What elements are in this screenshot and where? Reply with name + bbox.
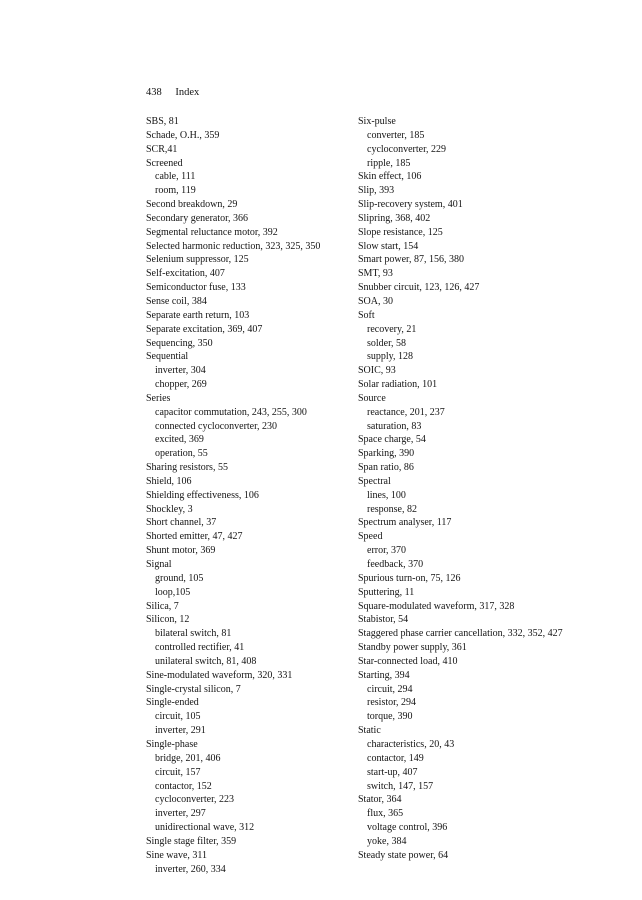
index-entry: SOA, 30 bbox=[358, 295, 394, 307]
index-entry: Shockley, 3 bbox=[146, 503, 193, 515]
index-entry: Slipring, 368, 402 bbox=[358, 212, 431, 224]
index-entry: Static bbox=[358, 725, 381, 737]
index-column-right bbox=[358, 115, 573, 863]
index-entry: Stabistor, 54 bbox=[358, 614, 409, 626]
page-number: 438 bbox=[146, 87, 162, 98]
index-entry: SMT, 93 bbox=[358, 268, 393, 280]
index-entry: Skin effect, 106 bbox=[358, 171, 422, 183]
index-subentry: inverter, 291 bbox=[155, 725, 206, 737]
index-subentry: inverter, 297 bbox=[155, 808, 206, 820]
index-entry: Sine-modulated waveform, 320, 331 bbox=[146, 669, 293, 681]
index-entry: Series bbox=[146, 392, 171, 404]
index-subentry: cycloconverter, 229 bbox=[367, 143, 447, 155]
index-entry: Short channel, 37 bbox=[146, 517, 217, 529]
index-entry: Snubber circuit, 123, 126, 427 bbox=[358, 282, 480, 294]
running-title: Index bbox=[175, 87, 200, 98]
index-entry: Staggered phase carrier cancellation, 332, 352, 427 bbox=[358, 628, 563, 640]
index-entry: Stator, 364 bbox=[358, 794, 402, 806]
index-subentry: bilateral switch, 81 bbox=[155, 628, 232, 640]
index-entry: Speed bbox=[358, 531, 383, 543]
index-subentry: contactor, 149 bbox=[367, 752, 424, 764]
index-subentry: response, 82 bbox=[367, 503, 417, 515]
index-entry: SBS, 81 bbox=[146, 116, 179, 127]
index-subentry: controlled rectifier, 41 bbox=[155, 642, 245, 654]
index-subentry: ground, 105 bbox=[155, 572, 204, 584]
page-header bbox=[146, 86, 199, 99]
index-subentry: unilateral switch, 81, 408 bbox=[155, 655, 257, 667]
index-entry: Semiconductor fuse, 133 bbox=[146, 282, 246, 294]
index-entry: Single-ended bbox=[146, 697, 199, 709]
index-entry: Single stage filter, 359 bbox=[146, 835, 237, 847]
index-entry: SOIC, 93 bbox=[358, 365, 396, 377]
index-subentry: yoke, 384 bbox=[367, 835, 407, 847]
index-entry: Shunt motor, 369 bbox=[146, 545, 216, 557]
index-subentry: contactor, 152 bbox=[155, 780, 212, 792]
index-entry: Selected harmonic reduction, 323, 325, 350 bbox=[146, 240, 321, 252]
index-entry: Shielding effectiveness, 106 bbox=[146, 489, 259, 501]
index-subentry: saturation, 83 bbox=[367, 420, 422, 432]
index-entry: Standby power supply, 361 bbox=[358, 642, 467, 654]
index-entry: Span ratio, 86 bbox=[358, 462, 414, 474]
index-entry: Spectrum analyser, 117 bbox=[358, 517, 452, 529]
index-entry: Sequential bbox=[146, 351, 189, 363]
index-entry: Solar radiation, 101 bbox=[358, 379, 438, 391]
index-subentry: connected cycloconverter, 230 bbox=[155, 420, 278, 432]
index-subentry: feedback, 370 bbox=[367, 559, 424, 570]
index-entry: Silicon, 12 bbox=[146, 614, 190, 626]
index-entry: Sputtering, 11 bbox=[358, 586, 415, 598]
index-entry: Separate earth return, 103 bbox=[146, 309, 250, 321]
index-entry: Second breakdown, 29 bbox=[146, 199, 238, 211]
index-entry: Sequencing, 350 bbox=[146, 337, 213, 349]
index-entry: Sparking, 390 bbox=[358, 448, 415, 460]
index-entry: Slow start, 154 bbox=[358, 240, 419, 252]
index-subentry: lines, 100 bbox=[367, 489, 406, 501]
index-entry: Steady state power, 64 bbox=[358, 849, 449, 861]
index-entry: Single-phase bbox=[146, 738, 198, 750]
index-entry: SCR,41 bbox=[146, 143, 178, 155]
index-subentry: reactance, 201, 237 bbox=[367, 406, 445, 418]
index-subentry: circuit, 157 bbox=[155, 766, 201, 778]
index-entry: Sense coil, 384 bbox=[146, 295, 207, 307]
index-entry: Sine wave, 311 bbox=[146, 849, 208, 861]
index-subentry: resistor, 294 bbox=[367, 697, 417, 709]
index-column-left bbox=[146, 115, 346, 876]
index-subentry: capacitor commutation, 243, 255, 300 bbox=[155, 406, 307, 418]
index-subentry: excited, 369 bbox=[155, 434, 204, 446]
index-entry: Separate excitation, 369, 407 bbox=[146, 323, 263, 335]
index-entry: Segmental reluctance motor, 392 bbox=[146, 226, 278, 238]
index-entry: Spectral bbox=[358, 475, 391, 487]
index-subentry: circuit, 294 bbox=[367, 683, 413, 695]
index-subentry: operation, 55 bbox=[155, 448, 208, 460]
index-subentry: torque, 390 bbox=[367, 711, 413, 723]
index-entry: Soft bbox=[358, 309, 375, 321]
index-subentry: loop,105 bbox=[155, 586, 191, 598]
index-subentry: characteristics, 20, 43 bbox=[367, 738, 455, 750]
index-subentry: inverter, 304 bbox=[155, 365, 206, 377]
index-entry: Shield, 106 bbox=[146, 475, 192, 487]
index-subentry: start-up, 407 bbox=[367, 766, 418, 778]
index-subentry: error, 370 bbox=[367, 545, 407, 557]
index-entry: Schade, O.H., 359 bbox=[146, 129, 220, 141]
index-subentry: supply, 128 bbox=[367, 351, 414, 363]
index-entry: Spurious turn-on, 75, 126 bbox=[358, 572, 461, 584]
index-entry: Shorted emitter, 47, 427 bbox=[146, 531, 243, 543]
index-entry: Star-connected load, 410 bbox=[358, 655, 458, 667]
index-subentry: flux, 365 bbox=[367, 808, 404, 820]
index-entry: Screened bbox=[146, 157, 183, 169]
index-entry: Source bbox=[358, 392, 386, 404]
index-entry: Square-modulated waveform, 317, 328 bbox=[358, 600, 515, 612]
index-entry: Secondary generator, 366 bbox=[146, 212, 249, 224]
index-subentry: circuit, 105 bbox=[155, 711, 201, 723]
index-entry: Space charge, 54 bbox=[358, 434, 426, 446]
index-subentry: cycloconverter, 223 bbox=[155, 794, 235, 806]
index-subentry: bridge, 201, 406 bbox=[155, 752, 221, 764]
index-entry: Starting, 394 bbox=[358, 669, 410, 681]
index-subentry: solder, 58 bbox=[367, 337, 407, 349]
index-subentry: cable, 111 bbox=[155, 171, 196, 183]
index-entry: Slip, 393 bbox=[358, 185, 395, 197]
index-subentry: switch, 147, 157 bbox=[367, 780, 434, 792]
index-entry: Slope resistance, 125 bbox=[358, 226, 443, 238]
index-subentry: unidirectional wave, 312 bbox=[155, 822, 255, 834]
index-subentry: voltage control, 396 bbox=[367, 822, 448, 834]
index-entry: Silica, 7 bbox=[146, 600, 179, 612]
index-entry: Smart power, 87, 156, 380 bbox=[358, 254, 464, 266]
index-subentry: room, 119 bbox=[155, 185, 196, 197]
index-subentry: ripple, 185 bbox=[367, 157, 411, 169]
index-entry: Single-crystal silicon, 7 bbox=[146, 683, 241, 695]
index-subentry: inverter, 260, 334 bbox=[155, 863, 226, 875]
index-subentry: chopper, 269 bbox=[155, 379, 207, 391]
index-subentry: recovery, 21 bbox=[367, 323, 417, 335]
index-entry: Slip-recovery system, 401 bbox=[358, 199, 463, 211]
index-entry: Selenium suppressor, 125 bbox=[146, 254, 249, 266]
index-entry: Signal bbox=[146, 559, 172, 570]
index-entry: Self-excitation, 407 bbox=[146, 268, 225, 280]
index-subentry: converter, 185 bbox=[367, 129, 425, 141]
index-entry: Six-pulse bbox=[358, 116, 396, 127]
index-entry: Sharing resistors, 55 bbox=[146, 462, 228, 474]
